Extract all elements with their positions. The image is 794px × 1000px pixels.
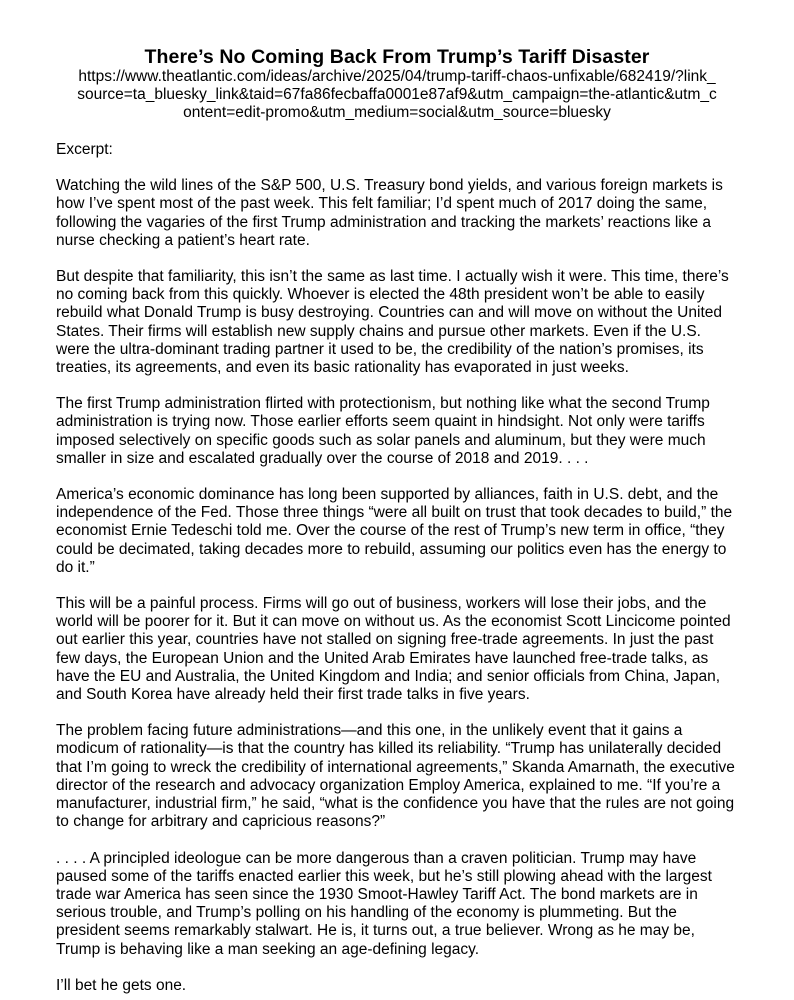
excerpt-label: Excerpt: [56,141,113,158]
paragraph-2: But despite that familiarity, this isn’t the same as last time. I actually wish it were. This time, there’s no coming back from this quickly. Whoever is elected the 48th president won’t be able to easily rebuild what Donald Trump is busy destroying. Countries can and will move on without the United States. Their firms will establish new supply chains and pursue other markets. Even if the U.S. were the ultra-dominant trading partner it used to be, the credibility of the nation’s promises, its treaties, its agreements, and even its basic rationality has evaporated in just weeks. [56,268,729,377]
document-title: There’s No Coming Back From Trump’s Tariff Disaster [144,46,650,68]
paragraph-3: The first Trump administration flirted with protectionism, but nothing like what the second Trump administration is trying now. Those earlier efforts seem quaint in hindsight. Not only were tariffs imposed selectively on specific goods such as solar panels and aluminum, but they were much smaller in size and escalated gradually over the course of 2018 and 2019. . . . [56,395,710,467]
source-url: https://www.theatlantic.com/ideas/archive/2025/04/trump-tariff-chaos-unfixable/682419/?link_source=ta_bluesky_link&taid=67fa86fecbaffa0001e87af9&utm_campaign=the-atlantic&utm_content=edit-promo&utm_medium=social&utm_source=bluesky [77,68,717,121]
paragraph-6: The problem facing future administrations—and this one, in the unlikely event that it gains a modicum of rationality—is that the country has killed its reliability. “Trump has unilaterally decided that I’m going to wreck the credibility of international agreements,” Skanda Amarnath, the executive director of the research and advocacy organization Employ America, explained to me. “If you’re a manufacturer, industrial firm,” he said, “what is the confidence you have that the rules are not going to change for arbitrary and capricious reasons?” [56,722,735,831]
paragraph-7: . . . . A principled ideologue can be more dangerous than a craven politician. Trump may have paused some of the tariffs enacted earlier this week, but he’s still plowing ahead with the largest trade war America has seen since the 1930 Smoot-Hawley Tariff Act. The bond markets are in serious trouble, and Trump’s polling on his handling of the economy is plummeting. But the president seems remarkably stalwart. He is, it turns out, a true believer. Wrong as he may be, Trump is behaving like a man seeking an age-defining legacy. [56,849,712,958]
paragraph-5: This will be a painful process. Firms will go out of business, workers will lose their jobs, and the world will be poorer for it. But it can move on without us. As the economist Scott Lincicome pointed out earlier this year, countries have not stalled on signing free-trade agreements. In just the past few days, the European Union and the United Arab Emirates have launched free-trade talks, as have the EU and Australia, the United Kingdom and India; and senior officials from China, Japan, and South Korea have already held their first trade talks in five years. [56,595,731,704]
document-page [56,46,738,995]
paragraph-1: Watching the wild lines of the S&P 500, U.S. Treasury bond yields, and various foreign markets is how I’ve spent most of the past week. This felt familiar; I’d spent much of 2017 doing the same, following the vagaries of the first Trump administration and tracking the markets’ reactions like a nurse checking a patient’s heart rate. [56,177,723,249]
paragraph-8: I’ll bet he gets one. [56,976,187,994]
paragraph-4: America’s economic dominance has long been supported by alliances, faith in U.S. debt, and the independence of the Fed. Those three things “were all built on trust that took decades to build,” the economist Ernie Tedeschi told me. Over the course of the rest of Trump’s new term in office, “they could be decimated, taking decades more to rebuild, assuming our politics even has the energy to do it.” [56,486,733,576]
